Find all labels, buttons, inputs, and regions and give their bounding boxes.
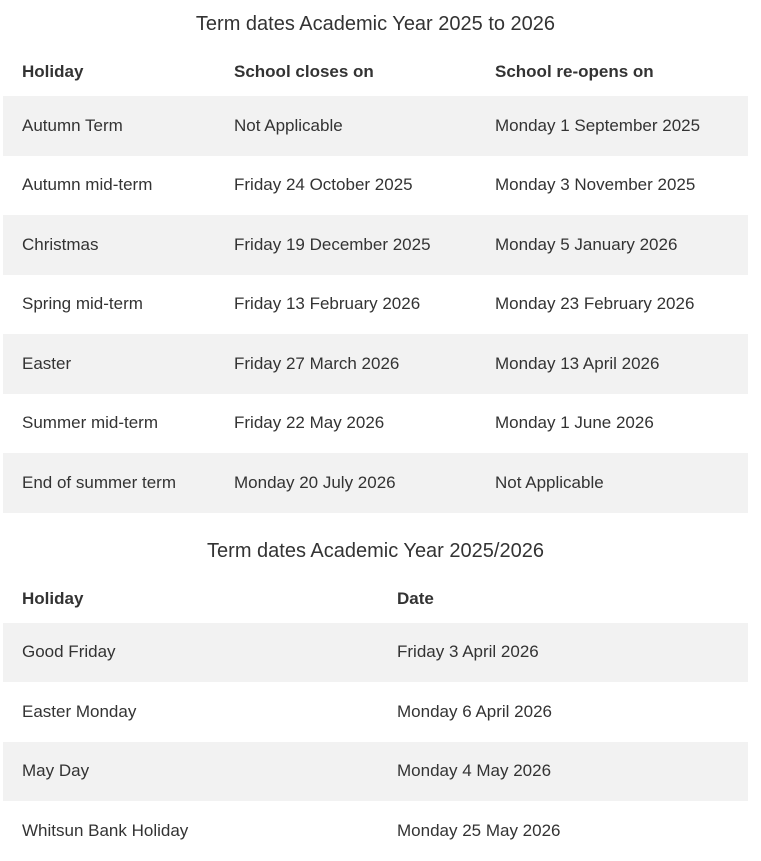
cell-date: Friday 3 April 2026 <box>378 623 748 683</box>
cell-holiday: Christmas <box>3 215 215 275</box>
table-row <box>3 801 748 861</box>
cell-closes: Friday 24 October 2025 <box>234 175 413 195</box>
table-row <box>3 682 748 742</box>
table-row <box>3 96 748 156</box>
cell-holiday: Good Friday <box>3 623 378 683</box>
cell-closes: Monday 20 July 2026 <box>215 453 476 513</box>
cell-closes: Friday 19 December 2025 <box>215 215 476 275</box>
cell-reopens: Monday 5 January 2026 <box>476 215 748 275</box>
term-dates-table <box>3 48 748 513</box>
bank-holidays-table <box>3 575 748 861</box>
table-header-row <box>3 48 748 96</box>
table-title-term-dates-2025-to-2026: Term dates Academic Year 2025 to 2026 <box>195 13 556 35</box>
cell-holiday: Easter Monday <box>22 701 137 721</box>
cell-reopens: Monday 13 April 2026 <box>476 334 748 394</box>
cell-holiday: Easter <box>3 334 215 394</box>
cell-closes: Friday 27 March 2026 <box>215 334 476 394</box>
cell-holiday: Autumn Term <box>3 96 215 156</box>
term-dates-content <box>3 0 748 861</box>
cell-date: Monday 6 April 2026 <box>397 701 552 721</box>
cell-holiday: End of summer term <box>3 453 215 513</box>
table-row <box>3 215 748 275</box>
cell-reopens: Monday 3 November 2025 <box>495 175 696 195</box>
cell-holiday: Whitsun Bank Holiday <box>22 820 189 840</box>
cell-closes: Not Applicable <box>215 96 476 156</box>
cell-holiday: Autumn mid-term <box>22 175 153 195</box>
cell-closes: Friday 13 February 2026 <box>234 294 421 314</box>
header-school-closes-on: School closes on <box>234 62 374 81</box>
cell-closes: Friday 22 May 2026 <box>234 413 385 433</box>
cell-reopens: Monday 1 September 2025 <box>476 96 748 156</box>
table-row <box>3 742 748 802</box>
table-row <box>3 394 748 454</box>
header-date: Date <box>397 588 434 608</box>
cell-reopens: Monday 23 February 2026 <box>495 294 695 314</box>
cell-holiday: May Day <box>3 742 378 802</box>
table-row <box>3 334 748 394</box>
cell-date: Monday 25 May 2026 <box>397 820 561 840</box>
cell-holiday: Spring mid-term <box>22 294 143 314</box>
header-holiday: Holiday <box>22 62 84 81</box>
table-row <box>3 156 748 216</box>
cell-reopens: Monday 1 June 2026 <box>495 413 654 433</box>
table-row <box>3 453 748 513</box>
table-title-term-dates-2025-2026: Term dates Academic Year 2025/2026 <box>207 539 544 562</box>
table-row <box>3 623 748 683</box>
cell-holiday: Summer mid-term <box>22 413 159 433</box>
table-row <box>3 275 748 335</box>
cell-date: Monday 4 May 2026 <box>378 742 748 802</box>
header-school-reopens-on: School re-opens on <box>495 62 654 81</box>
table-header-row <box>3 575 748 623</box>
header-holiday: Holiday <box>22 588 84 608</box>
cell-reopens: Not Applicable <box>476 453 748 513</box>
